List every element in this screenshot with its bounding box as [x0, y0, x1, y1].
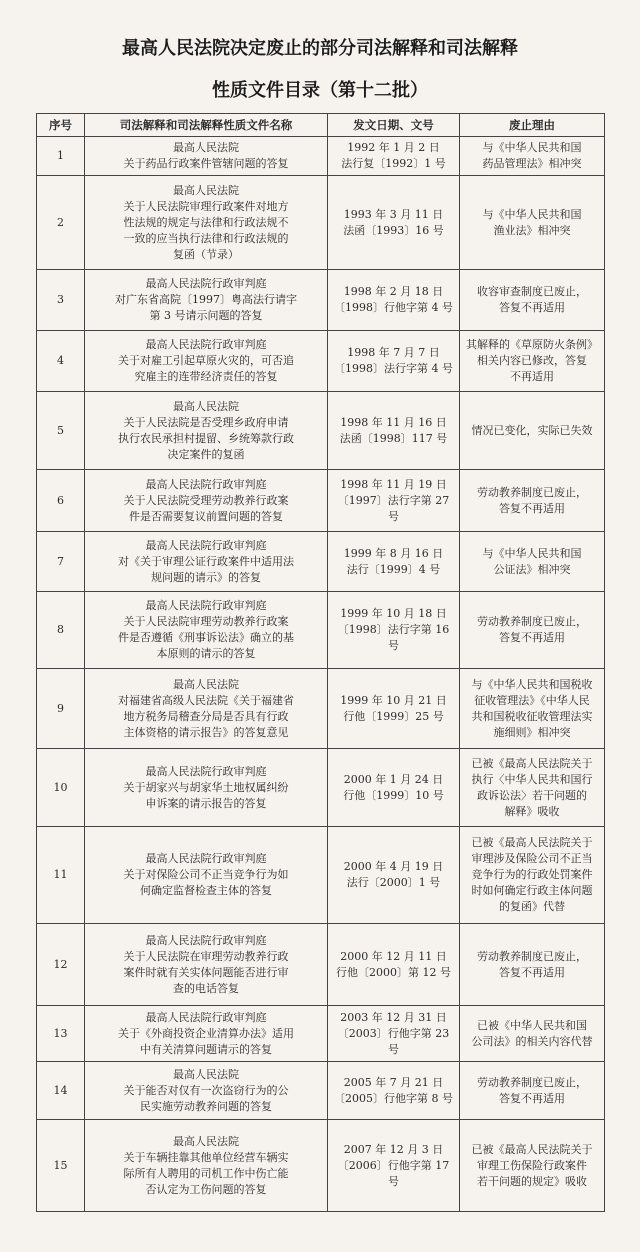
- table-row: [37, 470, 605, 532]
- doc-name-line: 最高人民法院行政审判庭: [145, 599, 267, 612]
- doc-name-line: 性法规的规定与法律和行政法规不: [123, 215, 289, 229]
- date-number-line: 2000 年 1 月 24 日: [343, 772, 444, 786]
- doc-name-line: 最高人民法院行政审判庭: [145, 933, 267, 947]
- repeal-reason-line: 公证法》相冲突: [493, 562, 571, 576]
- date-number-line: 2000 年 12 月 11 日: [340, 949, 447, 963]
- row-doc-name-cell: [85, 1006, 328, 1062]
- row-repeal-reason-cell: [460, 827, 605, 924]
- row-date-number-cell: [328, 1062, 460, 1120]
- date-number-line: 1999 年 8 月 16 日: [343, 546, 444, 560]
- repeal-reason-line: 答复不再适用: [499, 631, 565, 644]
- repeal-reason-line: 不再适用: [510, 370, 554, 383]
- repeal-reason-line: 征收管理法》《中华人民: [474, 693, 590, 707]
- doc-name-line: 关于胡家兴与胡家华土地权属纠纷: [123, 780, 289, 794]
- row-doc-name-cell: [85, 392, 328, 470]
- row-repeal-reason-cell: [460, 270, 605, 331]
- header-date-number: 发文日期、文号: [328, 114, 460, 137]
- doc-name-line: 最高人民法院行政审判庭: [145, 1010, 267, 1024]
- date-number-line: 〔1997〕法行字第 27: [337, 493, 450, 507]
- repeal-reason-line: 时如何确定行政主体问题: [471, 884, 593, 897]
- date-number-line: 号: [388, 1042, 399, 1056]
- row-doc-name-cell: [85, 470, 328, 532]
- doc-name-line: 何确定监督检查主体的答复: [140, 884, 272, 897]
- table-row: [37, 270, 605, 331]
- doc-name-line: 否认定为工伤问题的答复: [145, 1182, 267, 1196]
- row-seq-cell: 3: [37, 270, 85, 331]
- repeal-reason-line: 情况已变化，实际已失效: [471, 423, 593, 437]
- repeal-reason-line: 施细则》相冲突: [493, 725, 571, 739]
- doc-name-line: 查的电话答复: [173, 981, 239, 995]
- row-date-number-cell: [328, 331, 460, 392]
- row-doc-name-cell: [85, 924, 328, 1006]
- row-doc-name-cell: [85, 532, 328, 592]
- date-number-line: 法函〔1993〕16 号: [343, 223, 444, 237]
- date-number-line: 1998 年 7 月 7 日: [347, 346, 440, 359]
- doc-name-line: 最高人民法院行政审判庭: [145, 338, 267, 351]
- row-date-number-cell: [328, 592, 460, 669]
- doc-name-line: 最高人民法院行政审判庭: [145, 538, 267, 552]
- row-seq-cell: 11: [37, 827, 85, 924]
- row-seq-cell: 12: [37, 924, 85, 1006]
- table-row: [37, 1120, 605, 1212]
- doc-name-line: 一致的应当执行法律和行政法规的: [123, 231, 289, 245]
- repeal-reason-line: 已被《最高人民法院关于: [471, 836, 593, 849]
- doc-name-line: 第 3 号请示问题的答复: [149, 309, 263, 322]
- date-number-line: 号: [388, 639, 399, 652]
- row-repeal-reason-cell: [460, 532, 605, 592]
- header-repeal-reason: 废止理由: [460, 114, 605, 137]
- date-number-line: 1992 年 1 月 2 日: [347, 141, 440, 154]
- table-row: [37, 669, 605, 749]
- table-row: [37, 532, 605, 592]
- date-number-line: 1998 年 11 月 16 日: [340, 415, 447, 429]
- repeal-reason-line: 收容审查制度已废止，: [477, 285, 587, 298]
- date-number-line: 法行〔1999〕4 号: [346, 562, 441, 576]
- repeal-reason-line: 的复函》代替: [499, 900, 565, 913]
- repeal-reason-line: 若干问题的规定》吸收: [477, 1174, 587, 1188]
- doc-name-line: 案件时就有关实体问题能否进行审: [123, 965, 289, 979]
- row-date-number-cell: [328, 749, 460, 827]
- row-date-number-cell: [328, 176, 460, 270]
- date-number-line: 法行复〔1992〕1 号: [341, 157, 446, 170]
- doc-name-line: 最高人民法院: [173, 399, 239, 413]
- row-repeal-reason-cell: [460, 176, 605, 270]
- row-date-number-cell: [328, 1120, 460, 1212]
- row-doc-name-cell: [85, 270, 328, 331]
- date-number-line: 法行〔2000〕1 号: [346, 876, 441, 889]
- doc-name-line: 最高人民法院行政审判庭: [145, 477, 267, 491]
- repeal-reason-line: 答复不再适用: [499, 301, 565, 314]
- doc-name-line: 主体资格的请示报告》的答复意见: [123, 725, 289, 739]
- repeal-reason-line: 与《中华人民共和国税收: [471, 677, 593, 691]
- doc-name-line: 本原则的请示的答复: [156, 647, 256, 660]
- row-seq-cell: 10: [37, 749, 85, 827]
- row-seq-cell: 4: [37, 331, 85, 392]
- repeal-reason-line: 已被《最高人民法院关于: [471, 1142, 593, 1156]
- date-number-line: 号: [388, 1174, 399, 1188]
- doc-name-line: 地方税务局稽查分局是否具有行政: [123, 709, 289, 723]
- doc-name-line: 最高人民法院行政审判庭: [145, 764, 267, 778]
- row-date-number-cell: [328, 669, 460, 749]
- repeal-reason-line: 已被《最高人民法院关于: [471, 756, 593, 770]
- row-date-number-cell: [328, 470, 460, 532]
- doc-name-line: 对《关于审理公证行政案件中适用法: [118, 554, 294, 568]
- repeal-reason-line: 答复不再适用: [499, 965, 565, 979]
- repeal-reason-line: 审理涉及保险公司不正当: [471, 852, 593, 865]
- row-date-number-cell: [328, 270, 460, 331]
- row-doc-name-cell: [85, 176, 328, 270]
- repeal-reason-line: 答复不再适用: [499, 501, 565, 515]
- row-repeal-reason-cell: [460, 749, 605, 827]
- row-seq-cell: 7: [37, 532, 85, 592]
- date-number-line: 2000 年 4 月 19 日: [343, 860, 444, 873]
- repeal-reason-line: 与《中华人民共和国: [482, 546, 582, 560]
- table-row: [37, 1062, 605, 1120]
- doc-name-line: 关于人民法院受理劳动教养行政案: [123, 493, 289, 507]
- doc-name-line: 民实施劳动教养问题的答复: [140, 1099, 272, 1113]
- doc-name-line: 执行农民承担村提留、乡统筹款行政: [118, 431, 294, 445]
- row-repeal-reason-cell: [460, 331, 605, 392]
- repeal-reason-line: 竞争行为的行政处罚案件: [471, 868, 593, 881]
- doc-name-line: 关于药品行政案件管辖问题的答复: [123, 157, 289, 170]
- table-row: [37, 137, 605, 176]
- row-date-number-cell: [328, 532, 460, 592]
- date-number-line: 1999 年 10 月 21 日: [340, 693, 447, 707]
- doc-name-line: 件是否需要复议前置问题的答复: [129, 509, 283, 523]
- doc-name-line: 件是否遵循《刑事诉讼法》确立的基: [118, 631, 294, 644]
- doc-name-line: 究雇主的连带经济责任的答复: [134, 370, 278, 383]
- doc-name-line: 最高人民法院行政审判庭: [145, 277, 267, 290]
- doc-name-line: 最高人民法院: [173, 677, 239, 691]
- doc-name-line: 最高人民法院: [173, 141, 239, 154]
- date-number-line: 〔1998〕行他字第 4 号: [334, 301, 453, 314]
- doc-name-line: 决定案件的复函: [167, 447, 245, 461]
- row-date-number-cell: [328, 1006, 460, 1062]
- row-repeal-reason-cell: [460, 1062, 605, 1120]
- doc-name-line: 对广东省高院〔1997〕粤高法行请字: [115, 293, 297, 306]
- repeal-reason-line: 解释》吸收: [504, 804, 560, 818]
- row-date-number-cell: [328, 827, 460, 924]
- row-doc-name-cell: [85, 749, 328, 827]
- doc-name-line: 际所有人聘用的司机工作中伤亡能: [123, 1166, 289, 1180]
- date-number-line: 1993 年 3 月 11 日: [343, 207, 444, 221]
- row-doc-name-cell: [85, 1120, 328, 1212]
- date-number-line: 2003 年 12 月 31 日: [340, 1010, 447, 1024]
- row-repeal-reason-cell: [460, 470, 605, 532]
- doc-name-line: 关于车辆挂靠其他单位经营车辆实: [123, 1150, 289, 1164]
- date-number-line: 〔2003〕行他字第 23: [337, 1026, 450, 1040]
- doc-name-line: 对福建省高级人民法院《关于福建省: [118, 693, 294, 707]
- repeal-reason-line: 渔业法》相冲突: [493, 223, 571, 237]
- row-repeal-reason-cell: [460, 669, 605, 749]
- row-repeal-reason-cell: [460, 1120, 605, 1212]
- repeal-reason-line: 审理工伤保险行政案件: [477, 1158, 587, 1172]
- row-repeal-reason-cell: [460, 924, 605, 1006]
- row-seq-cell: 14: [37, 1062, 85, 1120]
- doc-name-line: 关于人民法院审理劳动教养行政案: [123, 615, 289, 628]
- document-title-line-2: 性质文件目录（第十二批）: [212, 80, 428, 101]
- row-seq-cell: 5: [37, 392, 85, 470]
- doc-name-line: 关于对雇工引起草原火灾的，可否追: [118, 354, 294, 367]
- repeal-reason-line: 与《中华人民共和国: [482, 141, 582, 154]
- row-repeal-reason-cell: [460, 137, 605, 176]
- row-doc-name-cell: [85, 827, 328, 924]
- repeal-reason-line: 政诉讼法〉若干问题的: [477, 788, 587, 802]
- row-doc-name-cell: [85, 669, 328, 749]
- row-repeal-reason-cell: [460, 592, 605, 669]
- date-number-line: 1999 年 10 月 18 日: [340, 607, 447, 620]
- row-doc-name-cell: [85, 331, 328, 392]
- date-number-line: 〔2006〕行他字第 17: [337, 1158, 450, 1172]
- doc-name-line: 关于《外商投资企业清算办法》适用: [118, 1026, 294, 1040]
- table-row: [37, 827, 605, 924]
- header-seq: 序号: [37, 114, 85, 137]
- repeal-list-table: [36, 113, 605, 1212]
- repeal-reason-line: 劳动教养制度已废止，: [477, 1075, 587, 1089]
- doc-name-line: 最高人民法院: [173, 1067, 239, 1081]
- doc-name-line: 关于人民法院在审理劳动教养行政: [123, 949, 289, 963]
- row-doc-name-cell: [85, 592, 328, 669]
- repeal-reason-line: 与《中华人民共和国: [482, 207, 582, 221]
- date-number-line: 法函〔1998〕117 号: [339, 431, 448, 445]
- row-seq-cell: 9: [37, 669, 85, 749]
- row-seq-cell: 1: [37, 137, 85, 176]
- date-number-line: 行他〔1999〕10 号: [343, 788, 444, 802]
- table-row: [37, 1006, 605, 1062]
- row-seq-cell: 13: [37, 1006, 85, 1062]
- repeal-reason-line: 劳动教养制度已废止，: [477, 949, 587, 963]
- header-doc-name: 司法解释和司法解释性质文件名称: [85, 114, 328, 137]
- row-seq-cell: 2: [37, 176, 85, 270]
- date-number-line: 行他〔2000〕第 12 号: [336, 965, 451, 979]
- document-title-line-1: 最高人民法院决定废止的部分司法解释和司法解释: [122, 38, 518, 59]
- repeal-reason-line: 药品管理法》相冲突: [482, 157, 582, 170]
- date-number-line: 〔1998〕法行字第 16: [337, 623, 450, 636]
- row-seq-cell: 8: [37, 592, 85, 669]
- date-number-line: 2005 年 7 月 21 日: [343, 1075, 444, 1089]
- date-number-line: 行他〔1999〕25 号: [343, 709, 444, 723]
- repeal-reason-line: 执行〈中华人民共和国行: [471, 772, 593, 786]
- repeal-reason-line: 劳动教养制度已废止，: [477, 615, 587, 628]
- doc-name-line: 中有关清算问题请示的答复: [140, 1042, 272, 1056]
- repeal-reason-line: 已被《中华人民共和国: [477, 1018, 587, 1032]
- table-row: [37, 392, 605, 470]
- repeal-reason-line: 共和国税收征收管理法实: [471, 709, 593, 723]
- date-number-line: 2007 年 12 月 3 日: [343, 1142, 444, 1156]
- doc-name-line: 关于对保险公司不正当竞争行为如: [123, 868, 289, 881]
- date-number-line: 1998 年 2 月 18 日: [343, 285, 444, 298]
- row-repeal-reason-cell: [460, 392, 605, 470]
- date-number-line: 〔2005〕行他字第 8 号: [334, 1091, 453, 1105]
- row-repeal-reason-cell: [460, 1006, 605, 1062]
- row-date-number-cell: [328, 924, 460, 1006]
- date-number-line: 号: [388, 509, 399, 523]
- table-header-row: [37, 114, 605, 137]
- table-row: [37, 592, 605, 669]
- table-row: [37, 331, 605, 392]
- repeal-reason-line: 答复不再适用: [499, 1091, 565, 1105]
- doc-name-line: 规问题的请示》的答复: [151, 570, 261, 584]
- doc-name-line: 申诉案的请示报告的答复: [145, 796, 267, 810]
- doc-name-line: 最高人民法院: [173, 1134, 239, 1148]
- row-doc-name-cell: [85, 1062, 328, 1120]
- row-seq-cell: 15: [37, 1120, 85, 1212]
- row-seq-cell: 6: [37, 470, 85, 532]
- doc-name-line: 复函（节录）: [173, 247, 239, 261]
- repeal-reason-line: 劳动教养制度已废止，: [477, 485, 587, 499]
- repeal-reason-line: 其解释的《草原防火条例》: [466, 338, 598, 351]
- table-row: [37, 176, 605, 270]
- repeal-reason-line: 相关内容已修改，答复: [477, 354, 587, 367]
- table-body: [37, 137, 605, 1212]
- table-row: [37, 749, 605, 827]
- repeal-reason-line: 公司法》的相关内容代替: [471, 1034, 593, 1048]
- table-row: [37, 924, 605, 1006]
- doc-name-line: 最高人民法院行政审判庭: [145, 852, 267, 865]
- row-doc-name-cell: [85, 137, 328, 176]
- date-number-line: 〔1998〕法行字第 4 号: [334, 362, 453, 375]
- doc-name-line: 关于人民法院是否受理乡政府申请: [123, 415, 289, 429]
- doc-name-line: 关于能否对仅有一次盗窃行为的公: [123, 1083, 289, 1097]
- doc-name-line: 关于人民法院审理行政案件对地方: [123, 199, 289, 213]
- row-date-number-cell: [328, 137, 460, 176]
- doc-name-line: 最高人民法院: [173, 183, 239, 197]
- date-number-line: 1998 年 11 月 19 日: [340, 477, 447, 491]
- row-date-number-cell: [328, 392, 460, 470]
